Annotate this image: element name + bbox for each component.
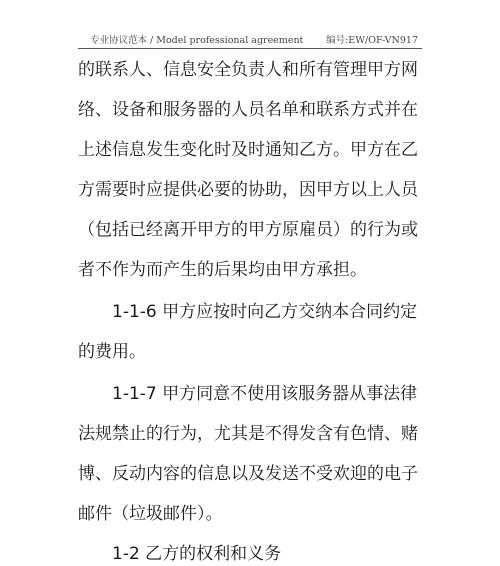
text-line: 者不作为而产生的后果均由甲方承担。 bbox=[78, 260, 367, 280]
text-line: （包括已经离开甲方的甲方原雇员）的行为或 bbox=[78, 220, 418, 240]
header-title: 专业协议范本 / Model professional agreement bbox=[90, 35, 304, 46]
clause-line: 1-1-7 甲方同意不使用该服务器从事法律 bbox=[112, 384, 418, 404]
clause-line: 1-1-6 甲方应按时向乙方交纳本合同约定 bbox=[112, 302, 418, 322]
text-line: 邮件（垃圾邮件）。 bbox=[78, 504, 223, 524]
section-heading: 1-2 乙方的权利和义务 bbox=[112, 544, 282, 564]
page-header bbox=[78, 28, 422, 49]
text-line: 方需要时应提供必要的协助，因甲方以上人员 bbox=[78, 180, 418, 200]
text-line: 的费用。 bbox=[78, 342, 146, 362]
text-line: 的联系人、信息安全负责人和所有管理甲方网 bbox=[78, 60, 418, 80]
text-line: 络、设备和服务器的人员名单和联系方式并在 bbox=[78, 100, 418, 120]
document-number: 编号:EW/OF-VN917 bbox=[326, 35, 418, 46]
text-line: 法规禁止的行为，尤其是不得发含有色情、赌 bbox=[78, 424, 418, 444]
text-line: 博、反动内容的信息以及发送不受欢迎的电子 bbox=[78, 464, 418, 484]
text-line: 上述信息发生变化时及时通知乙方。甲方在乙 bbox=[78, 140, 418, 160]
